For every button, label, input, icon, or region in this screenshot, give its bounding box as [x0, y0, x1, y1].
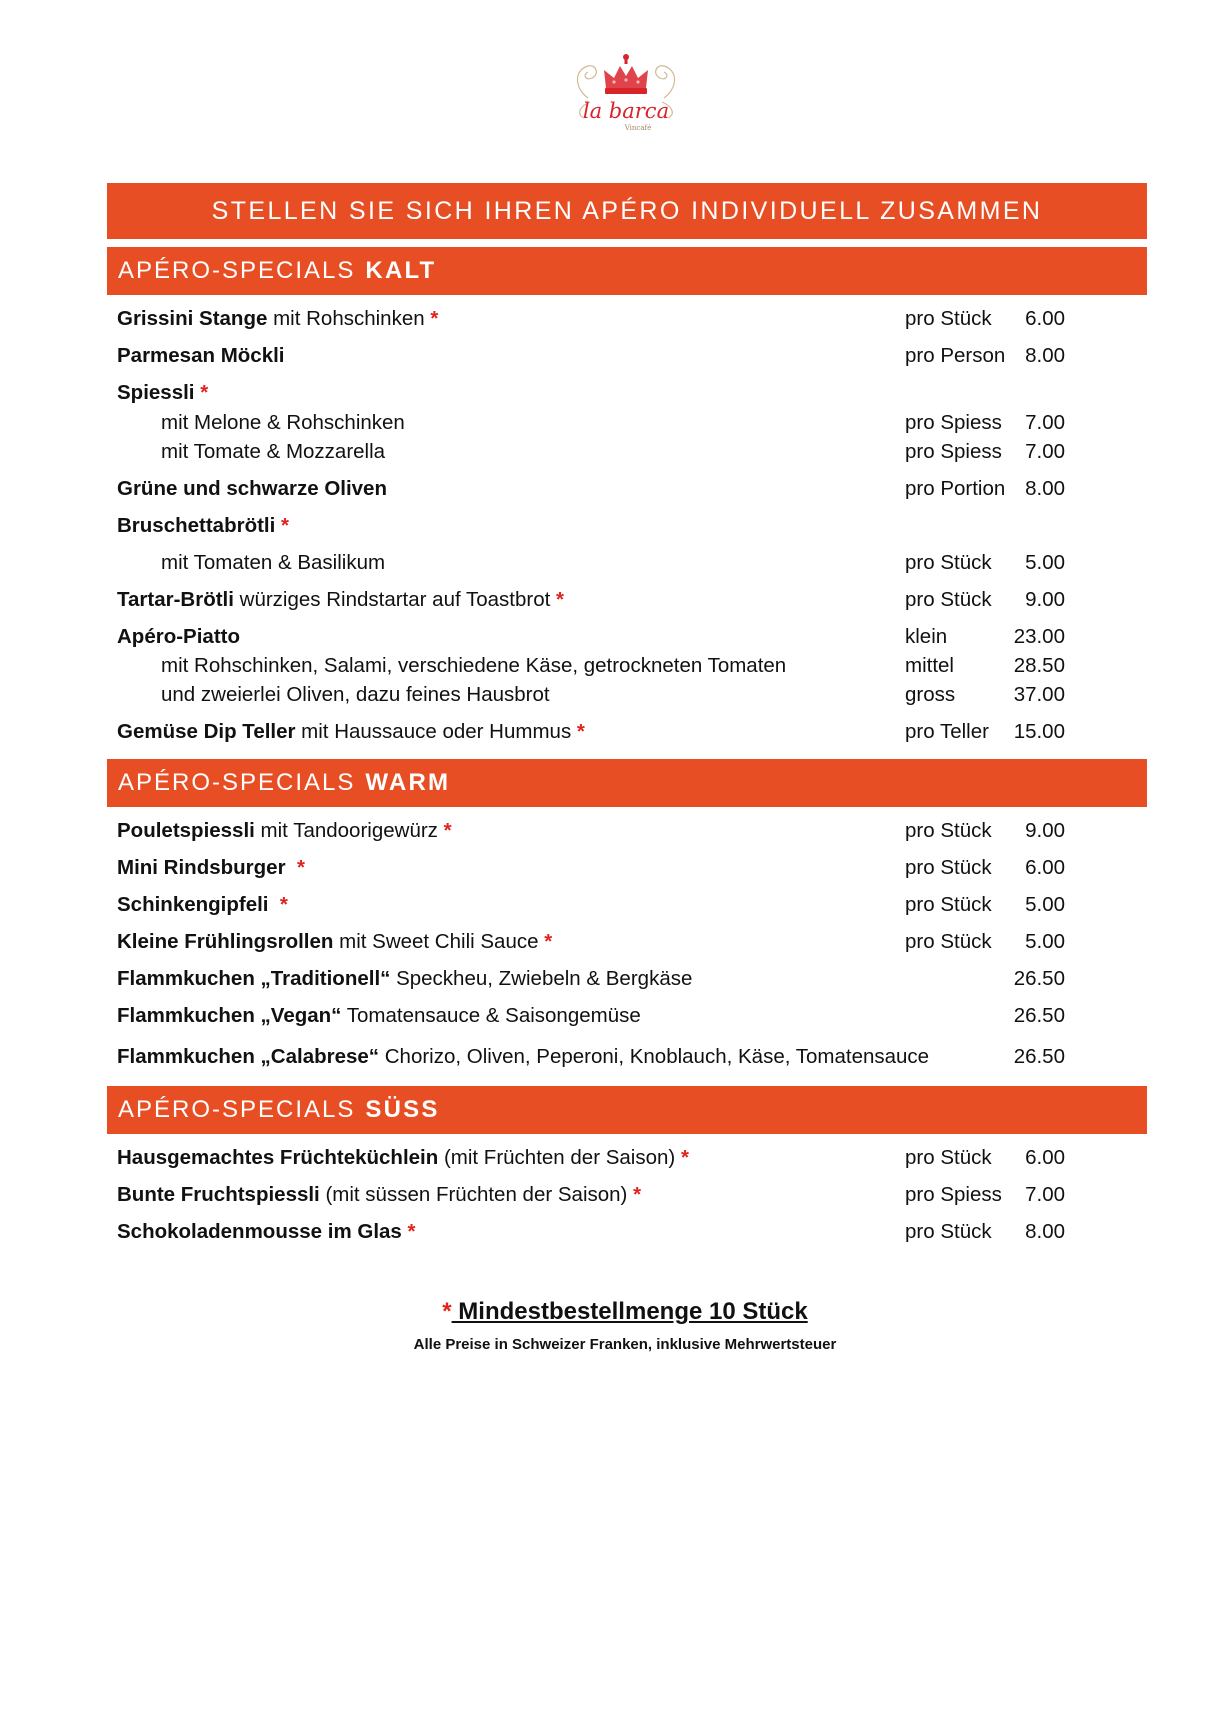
- item-extra: Tomatensauce & Saisongemüse: [341, 1004, 641, 1027]
- item-unit: pro Stück: [905, 588, 992, 611]
- item-unit: pro Spiess: [905, 440, 1002, 463]
- item-extra: Speckheu, Zwiebeln & Bergkäse: [390, 967, 693, 990]
- item-name: Tartar-Brötli: [117, 588, 234, 611]
- item-unit: pro Stück: [905, 307, 992, 330]
- minimum-order-text: Mindestbestellmenge 10 Stück: [451, 1298, 808, 1325]
- menu-item: [117, 1042, 1117, 1072]
- item-price: 5.00: [1025, 893, 1065, 916]
- item-extra: mit Rohschinken: [267, 307, 425, 330]
- item-unit: pro Stück: [905, 893, 992, 916]
- item-extra: (mit süssen Früchten der Saison): [319, 1183, 628, 1206]
- item-name: Bruschettabrötli: [117, 514, 276, 537]
- minimum-order-note: [0, 1298, 1222, 1326]
- item-price: 7.00: [1025, 440, 1065, 463]
- item-name: Apéro-Piatto: [117, 625, 240, 648]
- item-price: 9.00: [1025, 588, 1065, 611]
- item-price: 7.00: [1025, 1183, 1065, 1206]
- menu-subitem: [117, 651, 1117, 681]
- item-extra: (mit Früchten der Saison): [438, 1146, 676, 1169]
- item-price: 37.00: [1013, 683, 1065, 706]
- star-marker: *: [275, 514, 290, 537]
- star-marker: *: [675, 1146, 689, 1169]
- menu-item: [117, 964, 1117, 994]
- menu-item: [117, 890, 1117, 920]
- item-extra: mit Sweet Chili Sauce: [333, 930, 539, 953]
- item-price: 26.50: [1013, 1045, 1065, 1068]
- item-price: 8.00: [1025, 477, 1065, 500]
- item-unit: pro Spiess: [905, 411, 1002, 434]
- item-extra: mit Tandoorigewürz: [254, 819, 438, 842]
- section-strong: KALT: [365, 257, 437, 284]
- item-price: 15.00: [1013, 720, 1065, 743]
- menu-subitem: [117, 437, 1117, 467]
- subitem-text: mit Melone & Rohschinken: [161, 411, 405, 434]
- logo-text: la barca: [582, 99, 670, 123]
- menu-subitem: [117, 548, 1117, 578]
- item-name: Flammkuchen „Vegan“: [117, 1004, 342, 1027]
- star-marker: *: [424, 307, 439, 330]
- star-marker: *: [401, 1220, 416, 1243]
- section-strong: WARM: [365, 769, 451, 796]
- menu-item: [117, 1217, 1117, 1247]
- item-name: Grüne und schwarze Oliven: [117, 477, 387, 500]
- item-name: Flammkuchen „Calabrese“: [117, 1045, 380, 1068]
- item-unit: pro Stück: [905, 1146, 992, 1169]
- item-unit: pro Teller: [905, 720, 989, 743]
- item-unit: pro Spiess: [905, 1183, 1002, 1206]
- menu-item: [117, 1180, 1117, 1210]
- item-price: 8.00: [1025, 344, 1065, 367]
- menu-item: [117, 341, 1117, 371]
- star-marker: *: [442, 1298, 452, 1325]
- prices-note: Alle Preise in Schweizer Franken, inklusive Mehrwertsteuer: [413, 1336, 837, 1353]
- item-unit: gross: [905, 683, 956, 706]
- item-price: 23.00: [1013, 625, 1065, 648]
- menu-item: [117, 622, 1117, 652]
- section-header-warm: [107, 759, 1147, 807]
- star-marker: *: [627, 1183, 642, 1206]
- subitem-text: mit Tomaten & Basilikum: [161, 551, 386, 574]
- menu-item: [117, 378, 1117, 408]
- item-name: Gemüse Dip Teller: [117, 720, 296, 743]
- item-extra: mit Haussauce oder Hummus: [295, 720, 572, 743]
- menu-item: [117, 717, 1117, 747]
- section-header-kalt: [107, 247, 1147, 295]
- item-extra: Chorizo, Oliven, Peperoni, Knoblauch, Käse, Tomatensauce: [379, 1045, 930, 1068]
- menu-subitem: [117, 408, 1117, 438]
- menu-item: [117, 511, 1117, 541]
- item-price: 8.00: [1025, 1220, 1065, 1243]
- item-price: 5.00: [1025, 551, 1065, 574]
- item-name: Hausgemachtes Früchteküchlein: [117, 1146, 439, 1169]
- menu-item: [117, 304, 1117, 334]
- item-price: 9.00: [1025, 819, 1065, 842]
- subitem-text: und zweierlei Oliven, dazu feines Hausbrot: [161, 683, 550, 706]
- menu-item: [117, 816, 1117, 846]
- menu-item: [117, 585, 1117, 615]
- item-name: Grissini Stange: [117, 307, 268, 330]
- item-unit: mittel: [905, 654, 954, 677]
- item-name: Kleine Frühlingsrollen: [117, 930, 334, 953]
- item-name: Spiessli: [117, 381, 195, 404]
- menu-item: [117, 474, 1117, 504]
- item-name: Bunte Fruchtspiessli: [117, 1183, 320, 1206]
- star-marker: *: [285, 856, 305, 879]
- item-name: Schokoladenmousse im Glas: [117, 1220, 402, 1243]
- section-prefix: APÉRO-SPECIALS: [118, 257, 356, 284]
- item-name: Flammkuchen „Traditionell“: [117, 967, 391, 990]
- star-marker: *: [538, 930, 553, 953]
- section-strong: SÜSS: [365, 1096, 440, 1123]
- item-unit: klein: [905, 625, 948, 648]
- item-name: Schinkengipfeli: [117, 893, 269, 916]
- logo-subtext: Vincafé: [624, 124, 652, 132]
- section-prefix: APÉRO-SPECIALS: [118, 769, 356, 796]
- section-header-suess: [107, 1086, 1147, 1134]
- star-marker: *: [437, 819, 452, 842]
- item-unit: pro Portion: [905, 477, 1006, 500]
- menu-subitem: [117, 680, 1117, 710]
- item-name: Pouletspiessli: [117, 819, 255, 842]
- menu-item: [117, 927, 1117, 957]
- section-prefix: APÉRO-SPECIALS: [118, 1096, 356, 1123]
- item-unit: pro Stück: [905, 1220, 992, 1243]
- item-price: 26.50: [1013, 1004, 1065, 1027]
- menu-title: STELLEN SIE SICH IHREN APÉRO INDIVIDUELL ZUSAMMEN: [107, 183, 1147, 239]
- star-marker: *: [194, 381, 209, 404]
- item-unit: pro Person: [905, 344, 1006, 367]
- star-marker: *: [268, 893, 288, 916]
- item-price: 28.50: [1013, 654, 1065, 677]
- item-unit: pro Stück: [905, 551, 992, 574]
- subitem-text: mit Rohschinken, Salami, verschiedene Käse, getrockneten Tomaten: [161, 654, 787, 677]
- item-name: Mini Rindsburger: [117, 856, 286, 879]
- menu-item: [117, 853, 1117, 883]
- menu-item: [117, 1001, 1117, 1031]
- star-marker: *: [550, 588, 565, 611]
- star-marker: *: [571, 720, 585, 743]
- item-price: 5.00: [1025, 930, 1065, 953]
- la-barca-logo: [566, 48, 686, 148]
- item-name: Parmesan Möckli: [117, 344, 285, 367]
- item-price: 7.00: [1025, 411, 1065, 434]
- item-price: 6.00: [1025, 307, 1065, 330]
- item-price: 6.00: [1025, 856, 1065, 879]
- subitem-text: mit Tomate & Mozzarella: [161, 440, 386, 463]
- item-extra: würziges Rindstartar auf Toastbrot: [233, 588, 551, 611]
- item-price: 6.00: [1025, 1146, 1065, 1169]
- menu-item: [117, 1143, 1117, 1173]
- item-unit: pro Stück: [905, 930, 992, 953]
- item-price: 26.50: [1013, 967, 1065, 990]
- item-unit: pro Stück: [905, 856, 992, 879]
- item-unit: pro Stück: [905, 819, 992, 842]
